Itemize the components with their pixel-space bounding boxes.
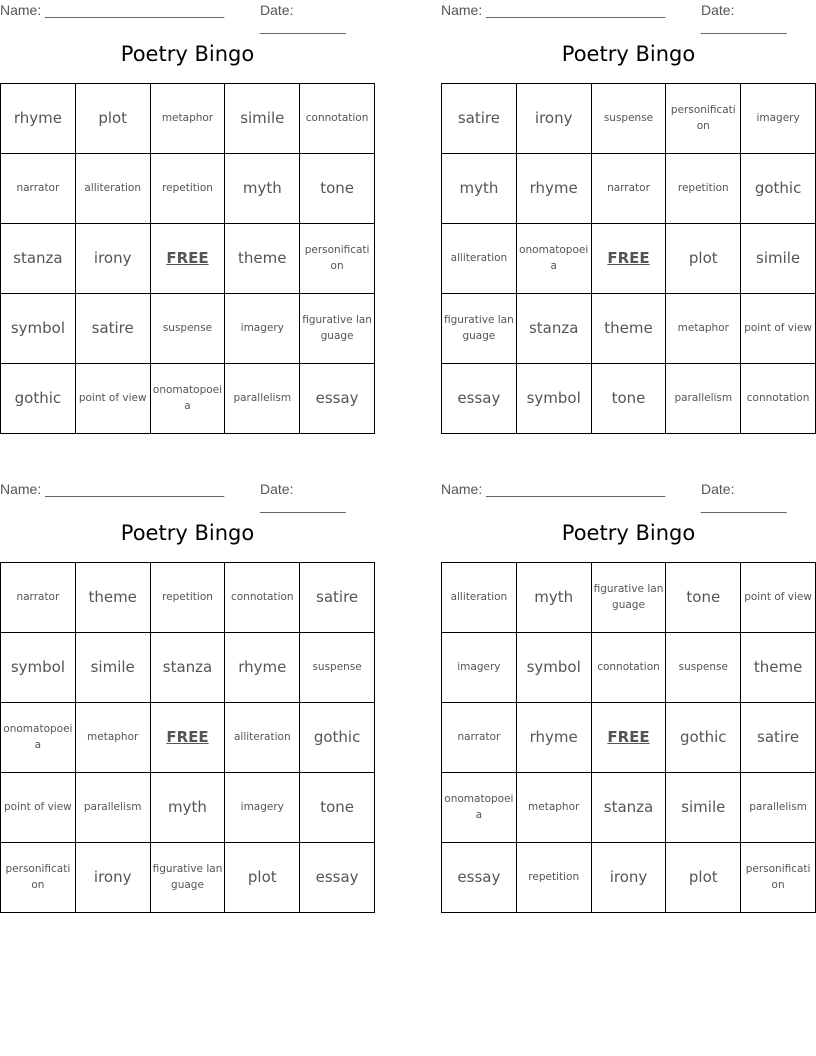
bingo-cell: repetition [151, 154, 226, 224]
bingo-cell: essay [300, 364, 375, 434]
bingo-cell: metaphor [666, 294, 741, 364]
free-space-cell: FREE [151, 224, 226, 294]
bingo-card-4 [441, 479, 816, 891]
bingo-cell: simile [741, 224, 816, 294]
bingo-cell: suspense [666, 633, 741, 703]
bingo-cell: imagery [225, 294, 300, 364]
bingo-cell: imagery [442, 633, 517, 703]
bingo-cell: connotation [741, 364, 816, 434]
bingo-cell: connotation [225, 563, 300, 633]
bingo-cell: repetition [666, 154, 741, 224]
card-header [0, 0, 375, 34]
bingo-cell: theme [592, 294, 667, 364]
bingo-cell: stanza [151, 633, 226, 703]
bingo-cell: essay [442, 364, 517, 434]
name-label: Name: _______________________ [441, 2, 666, 18]
bingo-cell: repetition [517, 843, 592, 913]
bingo-card-1 [0, 0, 375, 412]
bingo-cell: personification [1, 843, 76, 913]
bingo-cell: parallelism [741, 773, 816, 843]
bingo-cell: irony [592, 843, 667, 913]
bingo-cell: simile [76, 633, 151, 703]
bingo-cell: irony [517, 84, 592, 154]
card-title: Poetry Bingo [120, 42, 255, 66]
bingo-cell: satire [76, 294, 151, 364]
bingo-cell: alliteration [225, 703, 300, 773]
date-label: Date: ___________ [260, 481, 346, 513]
bingo-cell: figurative language [442, 294, 517, 364]
bingo-grid [0, 562, 375, 913]
bingo-cell: stanza [517, 294, 592, 364]
bingo-cell: gothic [1, 364, 76, 434]
card-title: Poetry Bingo [120, 521, 255, 545]
card-title: Poetry Bingo [561, 521, 696, 545]
name-label: Name: _______________________ [441, 481, 666, 497]
bingo-cell: suspense [151, 294, 226, 364]
date-label: Date: ___________ [701, 2, 787, 34]
bingo-cell: repetition [151, 563, 226, 633]
bingo-cell: imagery [741, 84, 816, 154]
bingo-cell: suspense [592, 84, 667, 154]
bingo-cell: tone [300, 773, 375, 843]
bingo-cell: suspense [300, 633, 375, 703]
bingo-cell: gothic [300, 703, 375, 773]
bingo-cell: symbol [1, 294, 76, 364]
bingo-cell: rhyme [517, 154, 592, 224]
bingo-cell: parallelism [225, 364, 300, 434]
bingo-cell: satire [300, 563, 375, 633]
bingo-cell: parallelism [666, 364, 741, 434]
bingo-cell: personification [300, 224, 375, 294]
bingo-cell: alliteration [442, 563, 517, 633]
date-label: Date: ___________ [701, 481, 787, 513]
bingo-card-2 [441, 0, 816, 407]
bingo-cell: metaphor [151, 84, 226, 154]
bingo-cell: satire [442, 84, 517, 154]
bingo-cell: gothic [741, 154, 816, 224]
card-header [0, 479, 375, 513]
bingo-grid [441, 83, 816, 434]
bingo-cell: satire [741, 703, 816, 773]
bingo-cell: stanza [1, 224, 76, 294]
bingo-cell: tone [592, 364, 667, 434]
bingo-cell: theme [225, 224, 300, 294]
bingo-card-3 [0, 479, 375, 891]
bingo-cell: simile [225, 84, 300, 154]
bingo-cell: plot [76, 84, 151, 154]
bingo-cell: irony [76, 224, 151, 294]
bingo-cell: point of view [1, 773, 76, 843]
bingo-cell: imagery [225, 773, 300, 843]
bingo-cell: myth [225, 154, 300, 224]
bingo-cell: rhyme [517, 703, 592, 773]
bingo-cell: theme [76, 563, 151, 633]
date-label: Date: ___________ [260, 2, 346, 34]
bingo-cell: point of view [76, 364, 151, 434]
bingo-cell: stanza [592, 773, 667, 843]
bingo-cell: alliteration [442, 224, 517, 294]
bingo-cell: narrator [592, 154, 667, 224]
free-space-cell: FREE [592, 224, 667, 294]
bingo-cell: plot [225, 843, 300, 913]
bingo-cell: theme [741, 633, 816, 703]
bingo-cell: essay [300, 843, 375, 913]
bingo-cell: personification [666, 84, 741, 154]
bingo-cell: metaphor [76, 703, 151, 773]
bingo-cell: myth [151, 773, 226, 843]
bingo-grid [0, 83, 375, 434]
free-space-cell: FREE [592, 703, 667, 773]
bingo-cell: simile [666, 773, 741, 843]
free-space-cell: FREE [151, 703, 226, 773]
name-label: Name: _______________________ [0, 2, 225, 18]
bingo-cell: rhyme [225, 633, 300, 703]
card-title: Poetry Bingo [561, 42, 696, 66]
bingo-cell: point of view [741, 563, 816, 633]
bingo-cell: alliteration [76, 154, 151, 224]
bingo-cell: irony [76, 843, 151, 913]
bingo-cell: symbol [517, 633, 592, 703]
bingo-cell: connotation [592, 633, 667, 703]
bingo-cell: onomatopoeia [1, 703, 76, 773]
bingo-cell: figurative language [300, 294, 375, 364]
bingo-cell: plot [666, 224, 741, 294]
bingo-cell: tone [666, 563, 741, 633]
bingo-cell: figurative language [151, 843, 226, 913]
bingo-cell: personification [741, 843, 816, 913]
bingo-cell: narrator [1, 154, 76, 224]
bingo-cell: myth [517, 563, 592, 633]
bingo-cell: myth [442, 154, 517, 224]
bingo-cell: narrator [442, 703, 517, 773]
bingo-grid [441, 562, 816, 913]
bingo-cell: parallelism [76, 773, 151, 843]
bingo-cell: onomatopoeia [442, 773, 517, 843]
bingo-cell: narrator [1, 563, 76, 633]
bingo-cell: point of view [741, 294, 816, 364]
bingo-cell: symbol [517, 364, 592, 434]
name-label: Name: _______________________ [0, 481, 225, 497]
bingo-cell: plot [666, 843, 741, 913]
bingo-cell: gothic [666, 703, 741, 773]
bingo-cell: onomatopoeia [151, 364, 226, 434]
bingo-cell: symbol [1, 633, 76, 703]
bingo-cell: tone [300, 154, 375, 224]
card-header [441, 0, 816, 34]
bingo-cell: rhyme [1, 84, 76, 154]
bingo-cell: metaphor [517, 773, 592, 843]
bingo-cell: figurative language [592, 563, 667, 633]
bingo-cell: onomatopoeia [517, 224, 592, 294]
bingo-cell: essay [442, 843, 517, 913]
bingo-cell: connotation [300, 84, 375, 154]
card-header [441, 479, 816, 513]
